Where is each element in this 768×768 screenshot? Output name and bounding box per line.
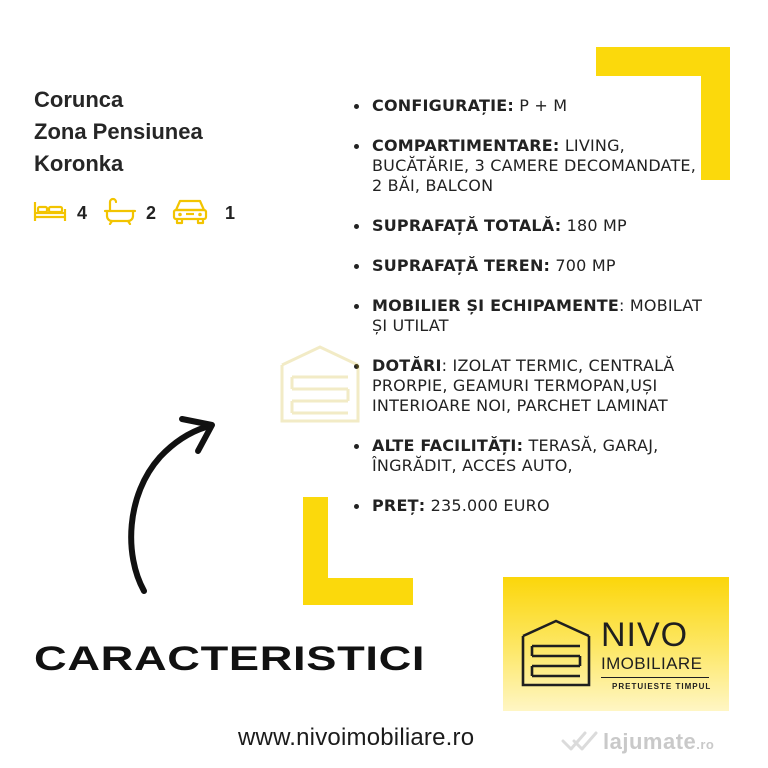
bath-count: 2: [146, 202, 157, 223]
location-block: [34, 84, 203, 180]
parking-count: 1: [225, 202, 236, 223]
nivo-logo-icon: [520, 618, 592, 688]
list-item: CONFIGURAȚIE: P + M: [346, 96, 706, 116]
brand-subtitle: IMOBILIARE: [601, 654, 703, 673]
list-item: MOBILIER ȘI ECHIPAMENTE: MOBILAT ȘI UTILAT: [346, 296, 706, 336]
list-item: SUPRAFAȚĂ TOTALĂ: 180 MP: [346, 216, 706, 236]
watermark-logo-icon: [278, 343, 362, 425]
location-line-1: Corunca: [34, 87, 124, 112]
property-stats: [32, 196, 235, 230]
bathtub-icon: [103, 197, 137, 230]
brand-divider: [601, 677, 709, 678]
list-item: PREȚ: 235.000 EURO: [346, 496, 706, 516]
list-item: SUPRAFAȚĂ TEREN: 700 MP: [346, 256, 706, 276]
list-item: ALTE FACILITĂȚI: TERASĂ, GARAJ, ÎNGRĂDIT, ACCES AUTO,: [346, 436, 706, 476]
brand-tagline: PRETUIESTE TIMPUL: [612, 682, 712, 691]
lajumate-logo-icon: [560, 727, 600, 755]
website-url: www.nivoimobiliare.ro: [238, 724, 475, 751]
bed-count: 4: [77, 202, 88, 223]
location-line-2: Zona Pensiunea: [34, 119, 203, 144]
arrow-icon: [120, 405, 230, 595]
list-item: COMPARTIMENTARE: LIVING, BUCĂTĂRIE, 3 CAMERE DECOMANDATE, 2 BĂI, BALCON: [346, 136, 706, 196]
brand-name: NIVO: [601, 616, 689, 654]
location-line-3: Koronka: [34, 151, 124, 176]
car-icon: [172, 197, 208, 230]
lajumate-watermark: lajumate.ro: [603, 729, 715, 754]
page-title: CARACTERISTICI: [34, 640, 426, 678]
features-list: [346, 96, 706, 536]
bed-icon: [32, 198, 68, 229]
list-item: DOTĂRI: IZOLAT TERMIC, CENTRALĂ PRORPIE, GEAMURI TERMOPAN,UȘI INTERIOARE NOI, PARCHET LAMINAT: [346, 356, 706, 416]
corner-bracket-bottom-left: [303, 578, 413, 605]
